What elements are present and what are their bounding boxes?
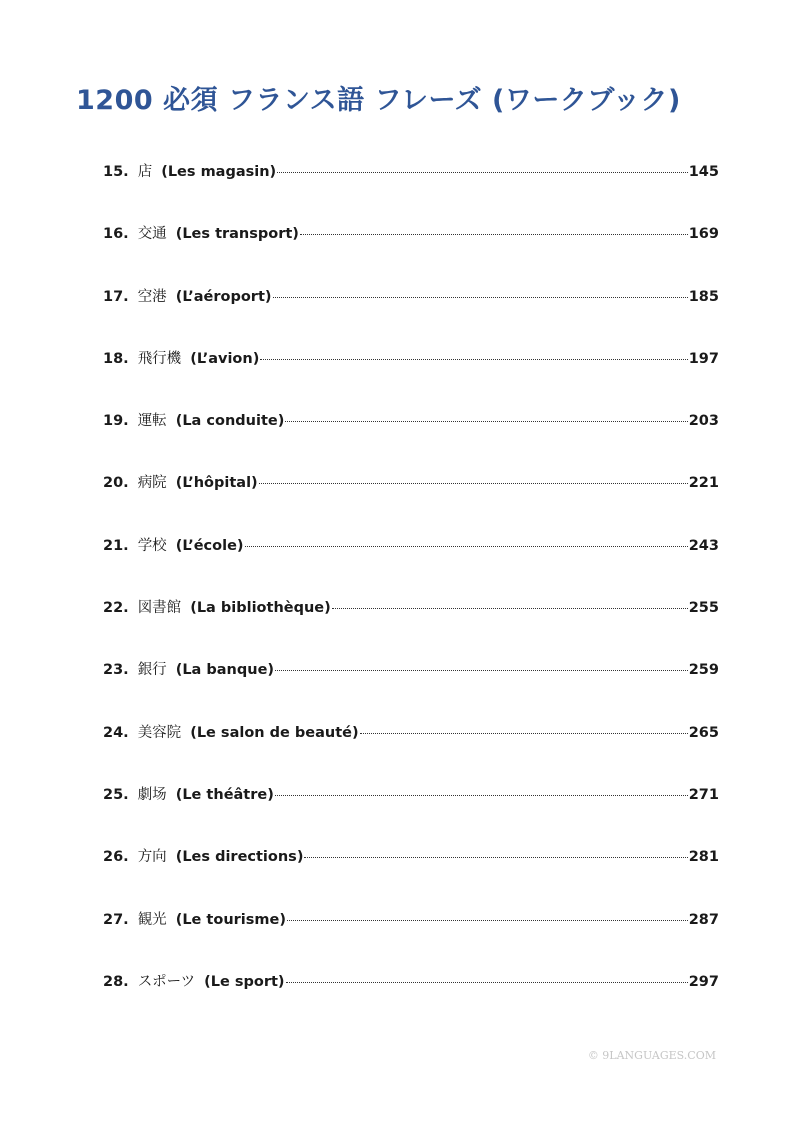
toc-entry-french-title: (Le sport) [204, 973, 285, 990]
toc-entry-page-number: 221 [688, 475, 719, 492]
toc-entry[interactable] [103, 596, 719, 658]
toc-entry-page-number: 203 [688, 413, 719, 430]
toc-dot-leader [273, 297, 688, 298]
toc-entry[interactable] [103, 908, 719, 970]
toc-entry-french-title: (La bibliothèque) [190, 600, 331, 617]
toc-entry-japanese-title: 病院 [137, 475, 167, 492]
toc-dot-leader [245, 546, 688, 547]
toc-dot-leader [277, 172, 688, 173]
toc-entry[interactable] [103, 658, 719, 720]
toc-entry-page-number: 185 [688, 288, 719, 305]
toc-entry[interactable] [103, 222, 719, 284]
toc-entry-japanese-title: 図書館 [137, 600, 182, 617]
toc-entry-french-title: (Le salon de beauté) [190, 724, 359, 741]
toc-entry-french-title: (La banque) [175, 662, 275, 679]
toc-entry-number: 18. [103, 350, 129, 367]
toc-entry-japanese-title: 運転 [137, 413, 167, 430]
toc-entry-japanese-title: 交通 [137, 226, 167, 243]
page-title: 1200 必須 フランス語 フレーズ (ワークブック) [76, 85, 681, 116]
toc-entry-page-number: 265 [688, 724, 719, 741]
toc-entry-number: 22. [103, 600, 129, 617]
table-of-contents [103, 160, 719, 1032]
toc-dot-leader [300, 234, 688, 235]
toc-entry[interactable] [103, 534, 719, 596]
toc-entry-page-number: 287 [688, 911, 719, 928]
toc-entry[interactable] [103, 970, 719, 1032]
toc-dot-leader [304, 857, 687, 858]
toc-dot-leader [360, 733, 688, 734]
copyright-watermark: © 9LANGUAGES.COM [587, 1049, 716, 1062]
toc-entry-page-number: 243 [688, 537, 719, 554]
toc-entry[interactable] [103, 160, 719, 222]
toc-entry-number: 21. [103, 537, 129, 554]
toc-dot-leader [260, 359, 687, 360]
toc-entry-number: 17. [103, 288, 129, 305]
toc-entry-japanese-title: 学校 [137, 537, 167, 554]
toc-entry-japanese-title: 美容院 [137, 724, 182, 741]
toc-entry-number: 15. [103, 164, 129, 180]
toc-entry-number: 26. [103, 849, 129, 866]
toc-entry-number: 24. [103, 724, 129, 741]
toc-entry-french-title: (Les magasin) [161, 164, 277, 180]
toc-entry-page-number: 271 [688, 786, 719, 803]
toc-entry-french-title: (L’avion) [190, 350, 260, 367]
toc-dot-leader [332, 608, 688, 609]
toc-entry-french-title: (L’aéroport) [175, 288, 272, 305]
toc-entry-number: 23. [103, 662, 129, 679]
toc-dot-leader [275, 795, 688, 796]
toc-entry-japanese-title: スポーツ [137, 973, 196, 990]
toc-entry[interactable] [103, 783, 719, 845]
toc-entry-page-number: 297 [688, 973, 719, 990]
toc-entry-french-title: (Les transport) [175, 226, 299, 243]
toc-entry-number: 28. [103, 973, 129, 990]
toc-entry-french-title: (Le tourisme) [175, 911, 286, 928]
toc-entry-number: 19. [103, 413, 129, 430]
toc-dot-leader [285, 421, 687, 422]
toc-entry-japanese-title: 方向 [137, 849, 167, 866]
toc-entry-page-number: 197 [688, 350, 719, 367]
toc-entry-page-number: 281 [688, 849, 719, 866]
toc-entry-japanese-title: 銀行 [137, 662, 167, 679]
toc-entry-french-title: (La conduite) [175, 413, 285, 430]
toc-entry-japanese-title: 観光 [137, 911, 167, 928]
toc-entry-japanese-title: 店 [137, 164, 153, 180]
toc-entry-japanese-title: 飛行機 [137, 350, 182, 367]
toc-entry-french-title: (Les directions) [175, 849, 304, 866]
toc-entry-page-number: 259 [688, 662, 719, 679]
toc-entry-french-title: (L’école) [175, 537, 244, 554]
toc-entry[interactable] [103, 721, 719, 783]
toc-entry[interactable] [103, 471, 719, 533]
toc-dot-leader [286, 982, 688, 983]
toc-entry-number: 25. [103, 786, 129, 803]
toc-entry-french-title: (L’hôpital) [175, 475, 258, 492]
toc-dot-leader [275, 670, 688, 671]
toc-entry-japanese-title: 劇场 [137, 786, 167, 803]
toc-entry-number: 20. [103, 475, 129, 492]
toc-entry-page-number: 145 [688, 164, 719, 180]
toc-entry[interactable] [103, 347, 719, 409]
toc-dot-leader [259, 483, 688, 484]
toc-entry-number: 27. [103, 911, 129, 928]
toc-entry-page-number: 169 [688, 226, 719, 243]
toc-entry-french-title: (Le théâtre) [175, 786, 274, 803]
toc-entry[interactable] [103, 285, 719, 347]
toc-dot-leader [287, 920, 688, 921]
toc-entry-number: 16. [103, 226, 129, 243]
toc-entry-japanese-title: 空港 [137, 288, 167, 305]
toc-entry[interactable] [103, 845, 719, 907]
toc-entry-page-number: 255 [688, 600, 719, 617]
toc-entry[interactable] [103, 409, 719, 471]
